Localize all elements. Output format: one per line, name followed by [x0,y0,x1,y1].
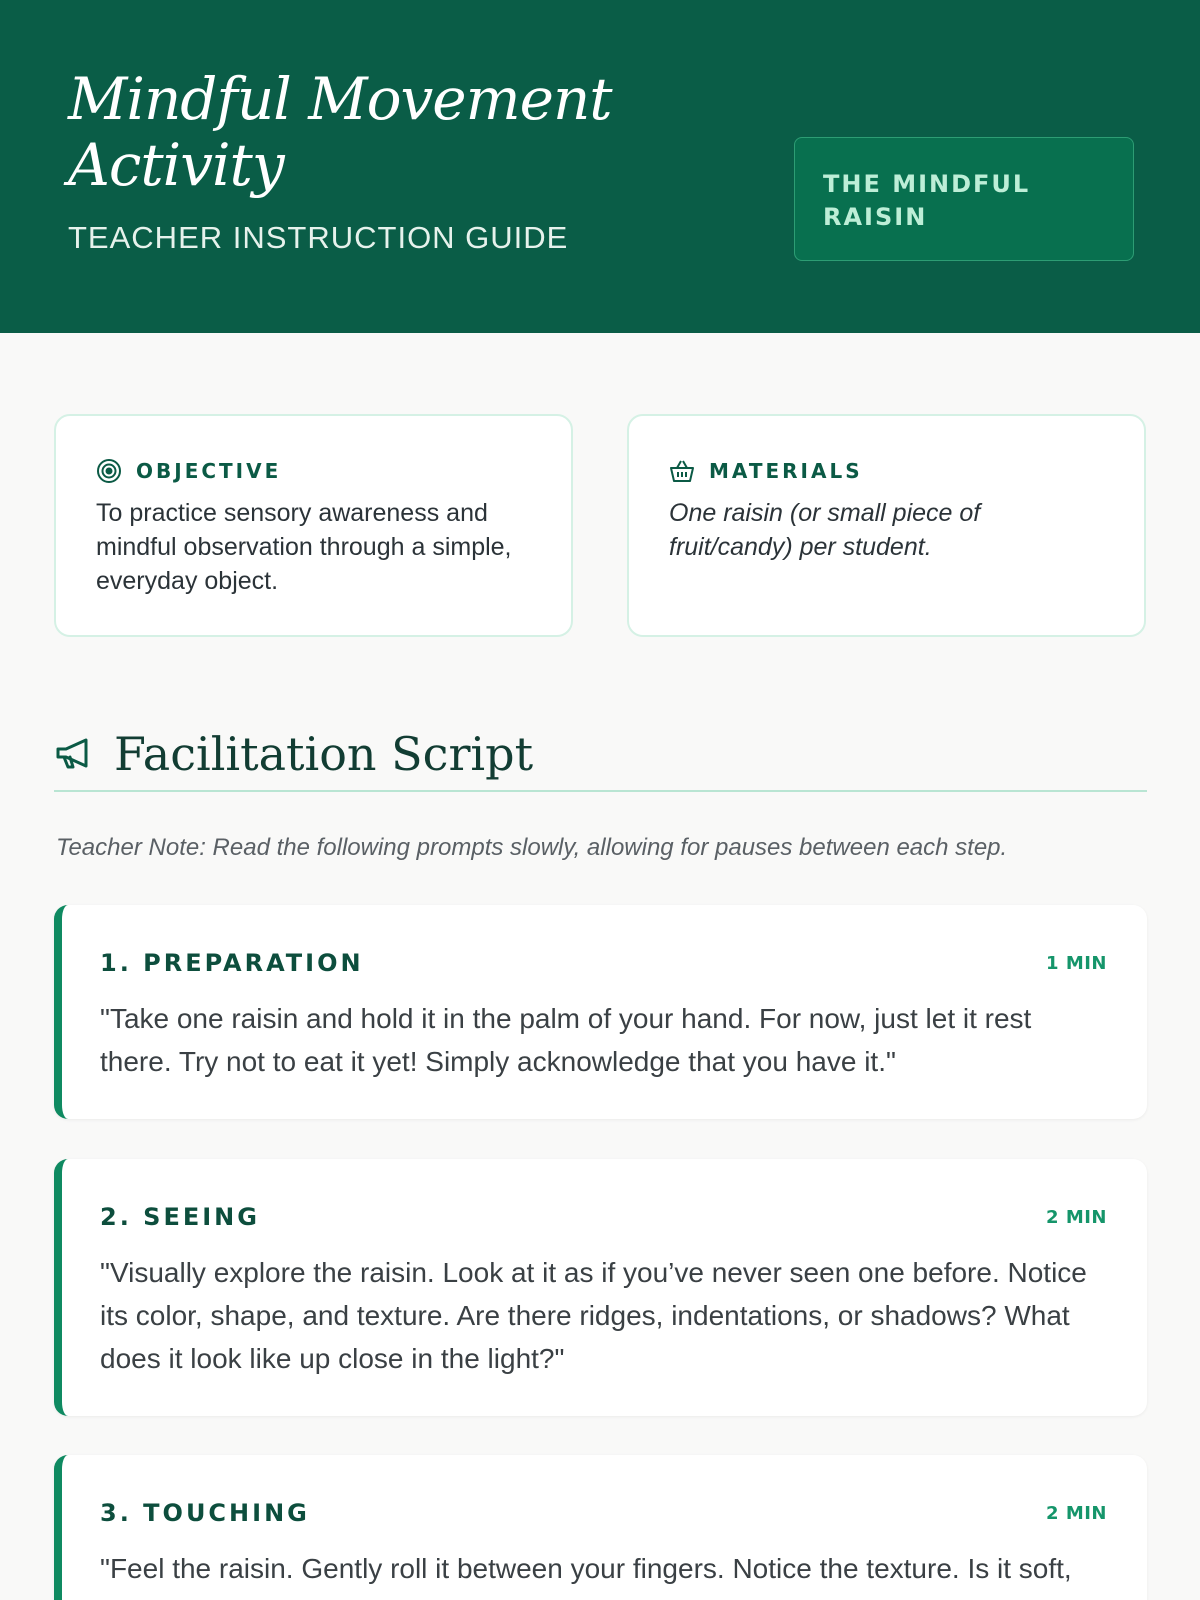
step-prompt: "Take one raisin and hold it in the palm of your hand. For now, just let it rest there. Try not to eat it yet! Simply acknowledge that you have it." [100,1003,1032,1077]
step-prompt: "Visually explore the raisin. Look at it as if you’ve never seen one before. Notice its color, shape, and texture. Are there ridges, indentations, or shadows? What does it look like up close in the light?" [100,1257,1087,1374]
objective-title: OBJECTIVE [136,459,282,483]
step-title: 2. SEEING [100,1203,260,1231]
objective-card [54,414,573,637]
section-title: Facilitation Script [114,727,534,781]
header-banner [0,0,1200,333]
teacher-note: Teacher Note: Read the following prompts slowly, allowing for pauses between each step. [56,834,1008,861]
step-duration: 2 MIN [1046,1206,1107,1228]
page-title: Mindful Movement Activity [68,65,612,199]
page-subtitle: TEACHER INSTRUCTION GUIDE [68,220,569,255]
activity-badge-label: THE MINDFUL RAISIN [823,170,1031,231]
materials-title: MATERIALS [709,459,863,483]
step-card [54,905,1147,1119]
step-title: 1. PREPARATION [100,949,364,977]
activity-badge [794,137,1134,261]
step-duration: 2 MIN [1046,1502,1107,1524]
step-title: 3. TOUCHING [100,1499,310,1527]
target-icon [96,458,122,484]
basket-icon [669,458,695,484]
materials-card [627,414,1146,637]
facilitation-script-heading [54,718,1147,792]
step-card [54,1159,1147,1416]
materials-text: One raisin (or small piece of fruit/candy) per student. [669,499,981,561]
step-prompt: "Feel the raisin. Gently roll it between your fingers. Notice the texture. Is it soft, [100,1553,1072,1584]
step-duration: 1 MIN [1046,952,1107,974]
megaphone-icon [54,735,92,773]
objective-text: To practice sensory awareness and mindful observation through a simple, everyday object. [96,499,512,595]
step-card [54,1455,1147,1600]
